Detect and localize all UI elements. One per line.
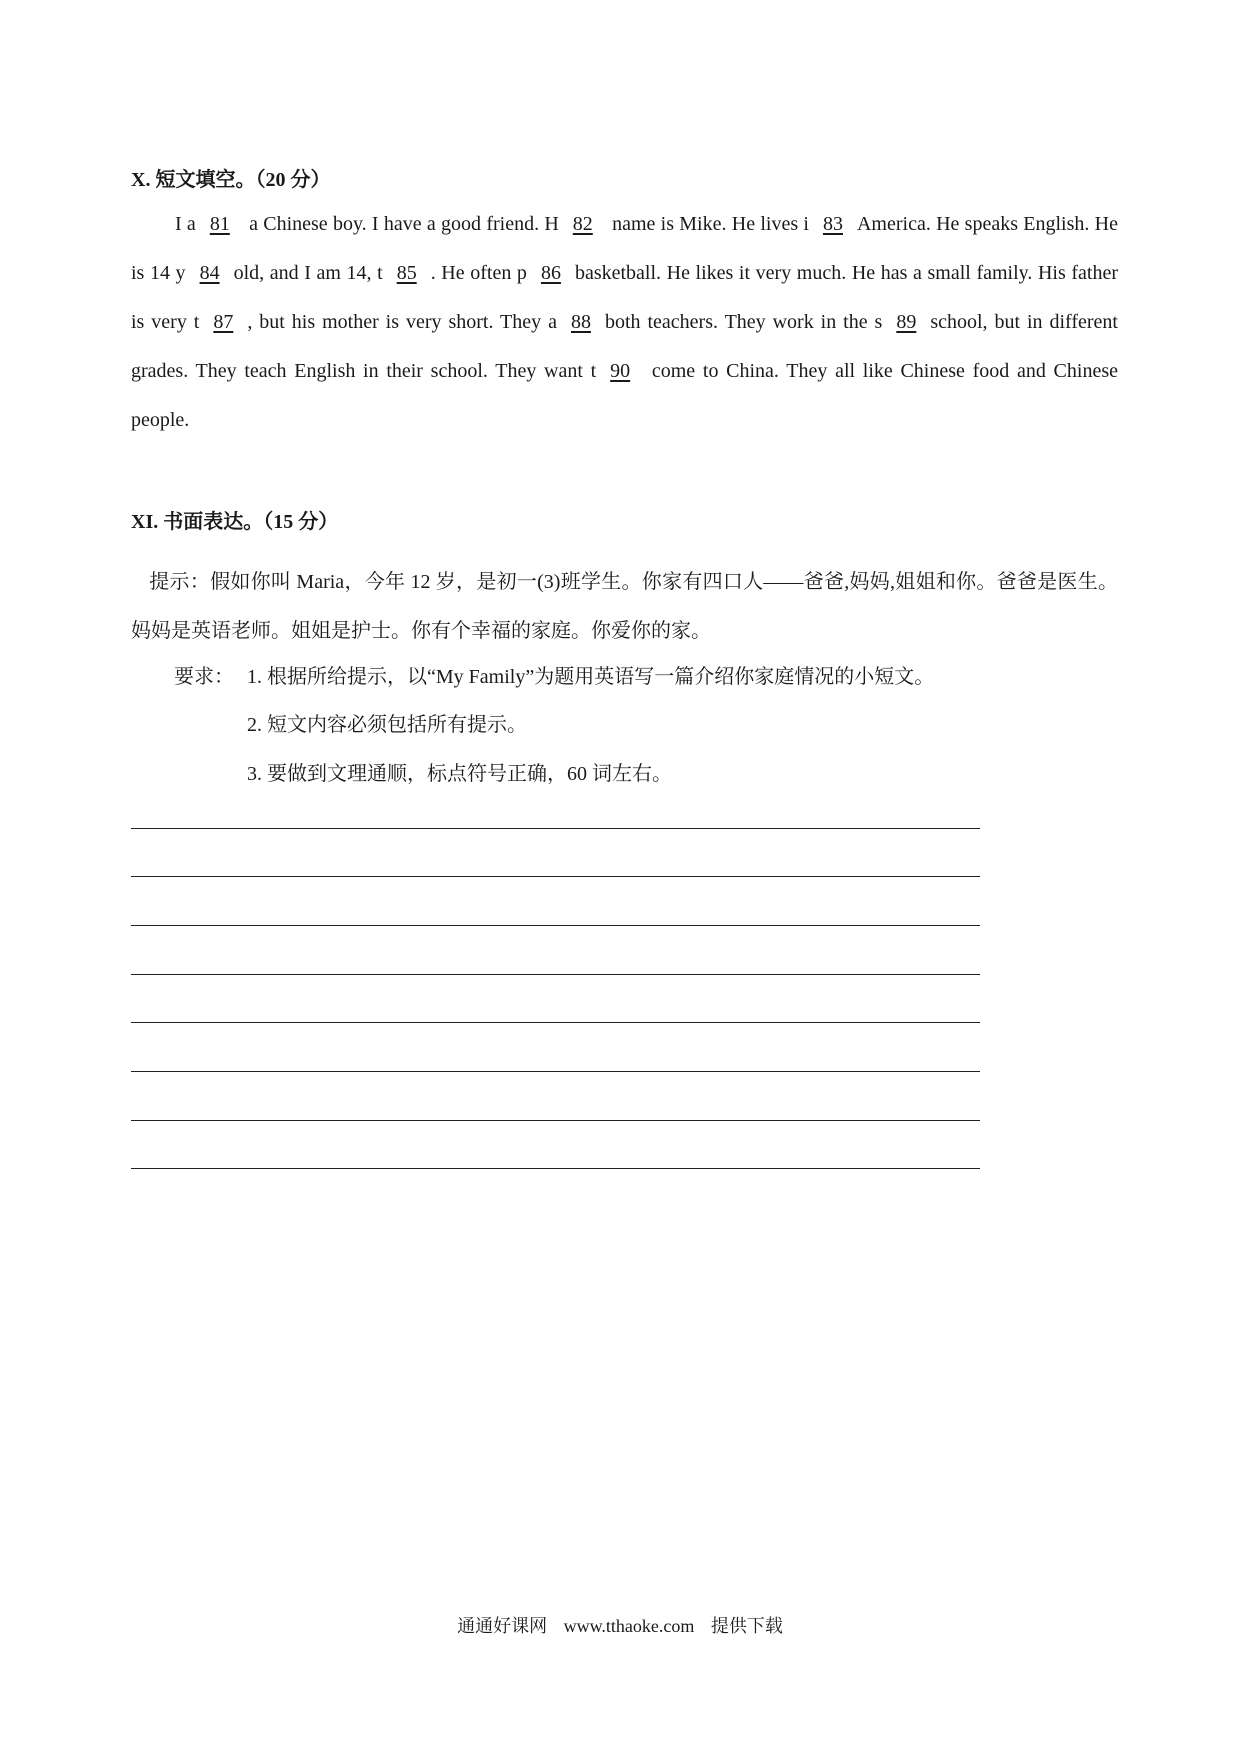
requirements-label: 要求： [174,666,234,688]
writing-line[interactable] [131,925,980,926]
passage-text: come to China. They all like Chinese food and Chinese people. [131,360,1118,431]
passage-text: school, but in different grades. They teach English in their school. They want t [131,311,1118,382]
writing-line[interactable] [131,1168,980,1169]
blank-87[interactable]: 87 [213,311,234,333]
requirement-item: 1. 根据所给提示，以“My Family”为题用英语写一篇介绍你家庭情况的小短文。 [247,666,935,688]
passage-text: name is Mike. He lives i [606,213,809,235]
writing-line[interactable] [131,876,980,877]
section-10-title: X. 短文填空。（20 分） [131,169,331,191]
writing-prompt [131,558,1118,656]
passage-text: America. He speaks English. He is 14 y [131,213,1118,284]
blank-90[interactable]: 90 [610,360,631,382]
blank-83[interactable]: 83 [822,213,843,235]
footer-url: www.tthaoke.com [563,1616,695,1636]
blank-81[interactable]: 81 [209,213,230,235]
blank-82[interactable]: 82 [572,213,593,235]
passage-text: . He often p [430,262,527,284]
footer-site-name: 通通好课网 [457,1616,548,1636]
footer-note: 提供下载 [710,1616,783,1636]
blank-85[interactable]: 85 [396,262,417,284]
requirement-item: 2. 短文内容必须包括所有提示。 [247,714,527,736]
blank-84[interactable]: 84 [199,262,220,284]
passage-text: both teachers. They work in the s [604,311,883,333]
blank-88[interactable]: 88 [570,311,591,333]
writing-line[interactable] [131,828,980,829]
writing-line[interactable] [131,1120,980,1121]
writing-line[interactable] [131,1022,980,1023]
writing-line[interactable] [131,974,980,975]
passage-text: basketball. He likes it very much. He has a small family. His father is very t [131,262,1118,333]
passage-text: , but his mother is very short. They a [247,311,557,333]
blank-89[interactable]: 89 [896,311,917,333]
writing-line[interactable] [131,1071,980,1072]
passage-text: old, and I am 14, t [233,262,383,284]
cloze-passage [131,200,1118,445]
page-footer [0,1612,1240,1638]
passage-text: a Chinese boy. I have a good friend. H [243,213,559,235]
writing-prompt-text: 提示：假如你叫 Maria，今年 12 岁，是初一(3)班学生。你家有四口人——爸爸,妈妈,姐姐和你。爸爸是医生。妈妈是英语老师。姐姐是护士。你有个幸福的家庭。你爱你的家。 [131,571,1118,642]
requirement-item: 3. 要做到文理通顺，标点符号正确，60 词左右。 [247,763,672,785]
passage-text: I a [175,213,196,235]
section-11-title: XI. 书面表达。（15 分） [131,511,339,533]
blank-86[interactable]: 86 [540,262,561,284]
